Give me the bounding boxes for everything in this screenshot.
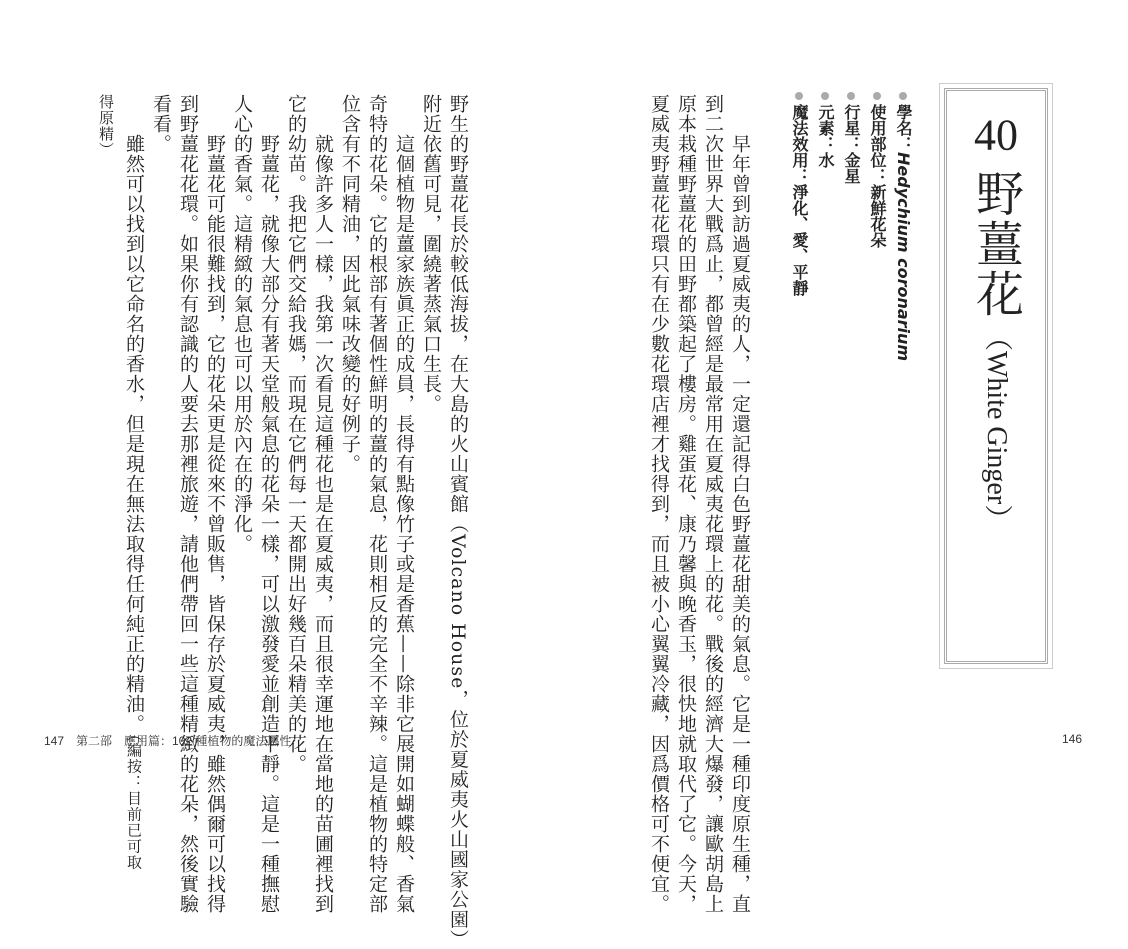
info-label: 使用部位：: [868, 104, 887, 184]
info-label: 學名：: [894, 104, 913, 152]
chapter-title: [947, 91, 1045, 661]
body-line: 到二次世界大戰爲止，都曾經是最常用在夏威夷花環上的花。戰後的經濟大爆發，讓歐胡島上: [702, 94, 724, 914]
body-line: 人心的香氣。這精緻的氣息也可以用於內在的淨化。: [231, 94, 253, 554]
body-line: 這個植物是薑家族眞正的成員，長得有點像竹子或是香蕉——除非它展開如蝴蝶般、香氣: [393, 94, 415, 914]
page-number-right: 146: [1062, 732, 1083, 746]
info-planet: [840, 92, 863, 184]
body-line: 附近依舊可見，圍繞著蒸氣口生長。: [420, 94, 442, 414]
body-line: 夏威夷野薑花花環只有在少數花環店裡才找得到，而且被小心翼翼冷藏，因爲價格可不便宜。: [648, 94, 670, 914]
editor-note: （編按：目前已可取: [125, 734, 143, 871]
body-line: 原本栽種野薑花的田野都築起了樓房。雞蛋花、康乃馨與晚香玉，很快地就取代了它。今天，: [675, 94, 697, 914]
body-line: 野生的野薑花長於較低海拔，在大島的火山賓館（Volcano House，位於夏威夷火山國家公園）: [447, 94, 469, 949]
body-line: 野薑花可能很難找到，它的花朵更是從來不曾販售，皆保存於夏威夷，雖然偶爾可以找得: [204, 94, 226, 914]
running-footer-left: [44, 732, 291, 749]
running-head: 第二部 應用篇：102 種植物的魔法屬性: [76, 734, 292, 748]
body-line: 野薑花，就像大部分有著天堂般氣息的花朵一樣，可以激發愛並創造平靜。這是一種撫慰: [258, 94, 280, 914]
body-text: 雖然可以找到以它命名的香水，但是現在無法取得任何純正的精油。: [123, 94, 145, 734]
info-magical-uses: [788, 92, 811, 296]
page-number-left: 147: [44, 734, 65, 748]
body-line: 奇特的花朵。它的根部有著個性鮮明的薑的氣息，花則相反的完全不辛辣。這是植物的特定部: [366, 94, 388, 914]
title-number: 40: [974, 113, 1018, 157]
info-value: Hedychium coronarium: [894, 152, 913, 362]
info-scientific-name: [892, 92, 915, 361]
bullet-icon: [847, 92, 855, 100]
body-line: 就像許多人一樣，我第一次看見這種花也是在夏威夷，而且很幸運地在當地的苗圃裡找到: [312, 94, 334, 914]
body-line-last: [124, 94, 143, 871]
title-english: （White Ginger）: [981, 323, 1012, 533]
info-label: 行星：: [842, 104, 861, 152]
bullet-icon: [821, 92, 829, 100]
body-line: 它的幼苗。我把它們交給我媽，而現在它們每一天都開出好幾百朵精美的花。: [285, 94, 307, 774]
editor-note-continued: 得原精）: [97, 94, 115, 158]
info-label: 魔法效用：: [790, 104, 809, 184]
title-box: [944, 88, 1048, 664]
info-label: 元素：: [816, 104, 835, 152]
body-line: 到野薑花花環。如果你有認識的人要去那裡旅遊，請他們帶回一些這種精緻的花朵，然後實驗: [177, 94, 199, 914]
title-name: 野薑花: [967, 169, 1024, 319]
info-element: [814, 92, 837, 168]
info-part-used: [866, 92, 889, 248]
bullet-icon: [899, 92, 907, 100]
info-value: 淨化、愛、平靜: [790, 184, 809, 296]
bullet-icon: [795, 92, 803, 100]
info-value: 新鮮花朵: [868, 184, 887, 248]
info-value: 水: [816, 152, 835, 168]
info-value: 金星: [842, 152, 861, 184]
body-line: 看看。: [150, 94, 172, 154]
body-line: 早年曾到訪過夏威夷的人，一定還記得白色野薑花甜美的氣息。它是一種印度原生種，直: [729, 94, 751, 914]
bullet-icon: [873, 92, 881, 100]
body-line: 位含有不同精油，因此氣味改變的好例子。: [339, 94, 361, 474]
